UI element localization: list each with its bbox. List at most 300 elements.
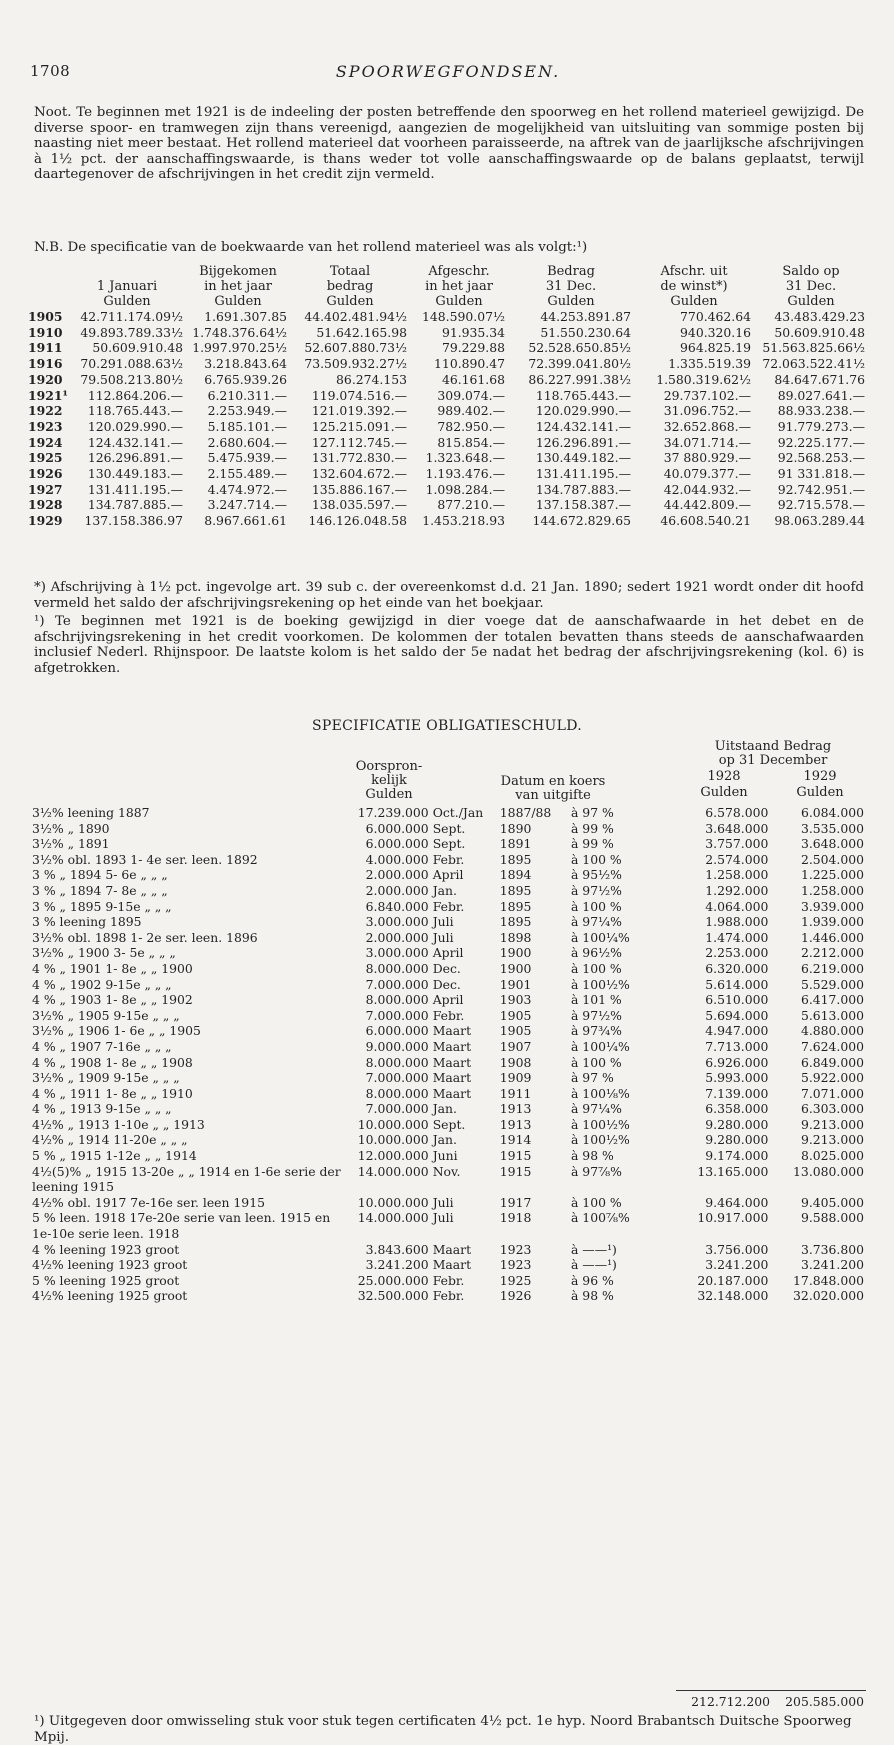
- outstanding-1928: 32.148.000: [697, 1288, 769, 1304]
- original-amount: 12.000.000: [357, 1148, 429, 1164]
- issue-month: Sept.: [432, 836, 466, 852]
- issue-price: à 100 %: [570, 898, 622, 914]
- table-cell: 34.071.714.—: [663, 434, 751, 450]
- issue-year: 1915: [499, 1163, 532, 1179]
- issue-month: Dec.: [432, 960, 461, 976]
- table-cell: 6.210.311.—: [207, 387, 287, 403]
- row-year: 1905: [28, 309, 63, 324]
- list-item: [32, 1023, 868, 1039]
- footnote-bottom: ¹) Uitgegeven door omwisseling stuk voor stuk tegen certificaten 4½ pct. 1e hyp. Noord Brabantsch Duitsche Spoorweg Mpij.: [34, 1714, 852, 1745]
- outstanding-1928: 4.064.000: [705, 898, 769, 914]
- table-row: [28, 309, 868, 325]
- table-cell: 98.063.289.44: [774, 513, 865, 529]
- list-item: [32, 836, 868, 852]
- outstanding-1929: 7.624.000: [800, 1038, 864, 1054]
- loan-description: 3½% „ 1909 9-15e „ „ „: [32, 1070, 180, 1086]
- issue-year: 1923: [499, 1241, 532, 1257]
- table-cell: 1.098.284.—: [425, 481, 505, 497]
- table-cell: 137.158.386.97: [84, 513, 183, 529]
- outstanding-1928: 6.926.000: [705, 1054, 769, 1070]
- running-title: SPOORWEGFONDSEN.: [335, 62, 561, 81]
- loan-description: 4½% leening 1923 groot: [32, 1257, 188, 1273]
- original-amount: 3.000.000: [365, 945, 429, 961]
- outstanding-1928: 20.187.000: [697, 1272, 769, 1288]
- list-item: [32, 805, 868, 821]
- total-rule: [676, 1690, 866, 1691]
- col-head-1928: 1928: [707, 769, 741, 784]
- issue-month: Maart: [432, 1257, 472, 1273]
- issue-year: 1894: [499, 867, 532, 883]
- outstanding-1929: 3.736.800: [800, 1241, 864, 1257]
- table-cell: 3.218.843.64: [204, 356, 287, 372]
- loan-description: 3½% leening 1887: [32, 805, 150, 820]
- row-year: 1922: [28, 403, 63, 419]
- issue-month: Maart: [432, 1241, 472, 1257]
- table1-header-cell: Gulden: [214, 294, 262, 309]
- col-head-date: Datum en koers van uitgifte: [500, 774, 606, 803]
- issue-price: à 100 %: [570, 1054, 622, 1070]
- table1-header-cell: in het jaar: [425, 279, 493, 294]
- issue-price: à 95½%: [570, 867, 622, 883]
- table-cell: 148.590.07½: [422, 309, 505, 324]
- outstanding-1928: 9.174.000: [705, 1148, 769, 1164]
- table1-header-cell: Gulden: [103, 294, 151, 309]
- table1-header-cell: [68, 264, 186, 279]
- loan-description: 4½% „ 1914 11-20e „ „ „: [32, 1132, 188, 1148]
- issue-month: Sept.: [432, 1116, 466, 1132]
- table-row: [28, 356, 868, 372]
- table-cell: 79.508.213.80½: [80, 371, 183, 387]
- issue-month: Febr.: [432, 1288, 465, 1304]
- original-amount: 3.241.200: [365, 1257, 429, 1273]
- list-item: [32, 1195, 868, 1211]
- table-cell: 120.029.990.—: [535, 403, 631, 419]
- footnote-1: ¹) Te beginnen met 1921 is de boeking gewijzigd in dier voege dat de aanschafwaarde in het debet en de afschrijvingsrekening in het credit voorkomen. De kolommen der totalen bevatten thans steeds de aanschafwaarden inclusief Nederl. Rhijnspoor. De laatste kolom is het saldo der 5e nadat het bedrag der afschrijvingsrekening (kol. 6) is afgetrokken.: [34, 614, 864, 676]
- table1-header-cell: [28, 279, 68, 294]
- issue-price: à 97 %: [570, 805, 614, 820]
- col-head-original: Oorspron- kelijk Gulden: [355, 759, 423, 802]
- table-cell: 2.253.949.—: [207, 403, 287, 419]
- loan-description: 4 % „ 1911 1- 8e „ „ 1910: [32, 1085, 193, 1101]
- table-cell: 4.474.972.—: [207, 481, 287, 497]
- table-cell: 126.296.891.—: [87, 450, 183, 466]
- original-amount: 32.500.000: [357, 1288, 429, 1304]
- loan-description: 4½% „ 1913 1-10e „ „ 1913: [32, 1116, 205, 1132]
- table1-header-cell: [28, 264, 68, 279]
- table-cell: 92.225.177.—: [777, 434, 865, 450]
- table-cell: 137.158.387.—: [535, 497, 631, 513]
- issue-month: Juli: [432, 1210, 454, 1226]
- outstanding-1929: 2.504.000: [800, 851, 864, 867]
- issue-month: Jan.: [432, 882, 457, 898]
- note-paragraph: Noot. Te beginnen met 1921 is de indeeling der posten betreffende den spoorweg en het rollend materieel gewijzigd. De diverse spoor- en tramwegen zijn thans vereenigd, aangezien de mogelijkheid van uitsluiting van sommige posten bij naasting niet meer bestaat. Het rollend materieel dat voorheen paraisseerde, na aftrek van de jaarlijksche afschrijvingen à 1½ pct. der aanschaffingswaarde, is thans weder tot volle aanschaffingswaarde op de balans geplaatst, terwijl daartegenover de afschrijvingen in het credit zijn vermeld.: [34, 105, 864, 182]
- outstanding-1929: 6.303.000: [800, 1101, 864, 1117]
- issue-price: à 100 %: [570, 1194, 622, 1210]
- issue-month: Maart: [432, 1070, 472, 1086]
- outstanding-1929: 1.939.000: [800, 914, 864, 930]
- outstanding-1929: 6.219.000: [800, 960, 864, 976]
- outstanding-1929: 3.241.200: [800, 1257, 864, 1273]
- original-amount: 8.000.000: [365, 1085, 429, 1101]
- table-row: [28, 372, 868, 388]
- original-amount: 8.000.000: [365, 1054, 429, 1070]
- outstanding-1928: 7.139.000: [705, 1085, 769, 1101]
- table-cell: 86.274.153: [336, 371, 407, 387]
- issue-month: Juli: [432, 929, 454, 945]
- outstanding-1929: 3.648.000: [800, 836, 864, 852]
- original-amount: 2.000.000: [365, 929, 429, 945]
- issue-month: Sept.: [432, 820, 466, 836]
- table-cell: 3.247.714.—: [207, 497, 287, 513]
- loan-description: 4 % „ 1907 7-16e „ „ „: [32, 1038, 172, 1054]
- rolling-stock-table: [28, 264, 868, 529]
- table1-header-row: [28, 294, 868, 309]
- issue-year: 1911: [499, 1085, 532, 1101]
- outstanding-1928: 2.574.000: [705, 851, 769, 867]
- table-cell: 72.399.041.80½: [528, 356, 631, 372]
- issue-year: 1898: [499, 929, 532, 945]
- original-amount: 10.000.000: [357, 1132, 429, 1148]
- list-item: [32, 883, 868, 899]
- table-cell: 50.609.910.48: [774, 324, 865, 340]
- table-cell: 964.825.19: [680, 340, 751, 356]
- list-item: [32, 1086, 868, 1102]
- table-cell: 134.787.885.—: [87, 497, 183, 513]
- original-amount: 7.000.000: [365, 976, 429, 992]
- table-cell: 52.528.650.85½: [528, 340, 631, 356]
- table-cell: 50.609.910.48: [92, 340, 183, 356]
- outstanding-1929: 1.258.000: [800, 882, 864, 898]
- issue-month: Maart: [432, 1085, 472, 1101]
- table-cell: 1.323.648.—: [425, 450, 505, 466]
- outstanding-1928: 5.993.000: [705, 1070, 769, 1086]
- outstanding-1928: 3.241.200: [705, 1257, 769, 1273]
- list-item: [32, 1117, 868, 1133]
- table-cell: 89.027.641.—: [777, 387, 865, 403]
- row-year: 1926: [28, 466, 63, 482]
- outstanding-1928: 3.756.000: [705, 1241, 769, 1257]
- table-cell: 131.772.830.—: [311, 450, 407, 466]
- original-amount: 7.000.000: [365, 1101, 429, 1117]
- loan-description: 5 % leening 1925 groot: [32, 1272, 180, 1288]
- table-row: [28, 325, 868, 341]
- issue-price: à 100½%: [570, 1116, 630, 1132]
- original-amount: 2.000.000: [365, 867, 429, 883]
- col-head-1929: 1929: [803, 769, 837, 784]
- table-cell: 126.296.891.—: [535, 434, 631, 450]
- outstanding-1929: 5.922.000: [800, 1070, 864, 1086]
- loan-description: 3 % „ 1894 7- 8e „ „ „: [32, 882, 168, 898]
- original-amount: 7.000.000: [365, 1070, 429, 1086]
- list-item: [32, 1008, 868, 1024]
- issue-price: à ——¹): [570, 1257, 617, 1273]
- list-item: [32, 1148, 868, 1164]
- list-item: [32, 1273, 868, 1289]
- table-cell: 5.185.101.—: [207, 418, 287, 434]
- table-row: [28, 419, 868, 435]
- original-amount: 9.000.000: [365, 1038, 429, 1054]
- issue-price: à ——¹): [570, 1241, 617, 1257]
- table1-header-cell: Afgeschr.: [428, 264, 490, 279]
- table-cell: 132.604.672.—: [311, 466, 407, 482]
- list-item: [32, 930, 868, 946]
- list-item: [32, 1210, 868, 1241]
- issue-price: à 98 %: [570, 1148, 614, 1164]
- outstanding-1928: 1.258.000: [705, 867, 769, 883]
- issue-month: Febr.: [432, 851, 465, 867]
- issue-year: 1918: [499, 1210, 532, 1226]
- table-cell: 124.432.141.—: [87, 434, 183, 450]
- outstanding-1928: 1.474.000: [705, 929, 769, 945]
- table1-header-cell: Saldo op: [782, 264, 840, 279]
- issue-year: 1925: [499, 1272, 532, 1288]
- issue-price: à 97¼%: [570, 914, 622, 930]
- table-cell: 51.642.165.98: [316, 324, 407, 340]
- list-item: [32, 899, 868, 915]
- table-cell: 37 880.929.—: [663, 450, 751, 466]
- outstanding-1928: 3.757.000: [705, 836, 769, 852]
- loan-description: 4½(5)% „ 1915 13-20e „ „ 1914 en 1-6e serie der leening 1915: [32, 1163, 341, 1195]
- issue-price: à 99 %: [570, 820, 614, 836]
- list-item: [32, 1101, 868, 1117]
- outstanding-1929: 6.417.000: [800, 992, 864, 1008]
- issue-month: Febr.: [432, 1007, 465, 1023]
- table-cell: 92.715.578.—: [777, 497, 865, 513]
- issue-year: 1890: [499, 820, 532, 836]
- total-1928: 212.712.200: [691, 1694, 770, 1709]
- original-amount: 8.000.000: [365, 992, 429, 1008]
- table-cell: 2.680.604.—: [207, 434, 287, 450]
- issue-price: à 96 %: [570, 1272, 614, 1288]
- row-year: 1923: [28, 418, 63, 434]
- loan-description: 4 % „ 1908 1- 8e „ „ 1908: [32, 1054, 193, 1070]
- issue-year: 1908: [499, 1054, 532, 1070]
- outstanding-1928: 2.253.000: [705, 945, 769, 961]
- issue-year: 1905: [499, 1023, 532, 1039]
- row-year: 1927: [28, 481, 63, 497]
- outstanding-1929: 4.880.000: [800, 1023, 864, 1039]
- table-cell: 43.483.429.23: [774, 309, 865, 324]
- issue-year: 1900: [499, 960, 532, 976]
- issue-year: 1926: [499, 1288, 532, 1304]
- table-row: [28, 388, 868, 404]
- issue-month: Dec.: [432, 976, 461, 992]
- issue-price: à 100⅛%: [570, 1085, 630, 1101]
- loan-description: 3½% obl. 1898 1- 2e ser. leen. 1896: [32, 929, 258, 945]
- loan-description: 5 % „ 1915 1-12e „ „ 1914: [32, 1148, 197, 1164]
- issue-year: 1891: [499, 836, 532, 852]
- row-year: 1916: [28, 356, 63, 372]
- table-row: [28, 466, 868, 482]
- table1-header-cell: Gulden: [787, 294, 835, 309]
- loan-description: 3 % „ 1894 5- 6e „ „ „: [32, 867, 168, 883]
- issue-month: Nov.: [432, 1163, 461, 1179]
- table-cell: 31.096.752.—: [663, 403, 751, 419]
- outstanding-1928: 4.947.000: [705, 1023, 769, 1039]
- col-head-outstanding: Uitstaand Bedrag op 31 December: [714, 739, 832, 768]
- table-cell: 91.935.34: [441, 324, 505, 340]
- issue-price: à 97 %: [570, 1070, 614, 1086]
- table-cell: 92.568.253.—: [777, 450, 865, 466]
- outstanding-1929: 5.529.000: [800, 976, 864, 992]
- original-amount: 6.840.000: [365, 898, 429, 914]
- table1-header-cell: Gulden: [435, 294, 483, 309]
- loan-description: 3½% „ 1900 3- 5e „ „ „: [32, 945, 176, 961]
- bond-debt-table: [32, 805, 868, 1304]
- list-item: [32, 852, 868, 868]
- row-year: 1911: [28, 340, 63, 356]
- row-year: 1921¹: [28, 387, 68, 403]
- table-cell: 1.580.319.62½: [656, 371, 751, 387]
- issue-month: April: [432, 992, 464, 1008]
- table1-header-cell: Afschr. uit: [660, 264, 728, 279]
- table-row: [28, 450, 868, 466]
- table-cell: 131.411.195.—: [535, 466, 631, 482]
- original-amount: 6.000.000: [365, 820, 429, 836]
- table-row: [28, 435, 868, 451]
- issue-month: Oct./Jan: [432, 805, 484, 820]
- issue-year: 1915: [499, 1148, 532, 1164]
- table-cell: 32.652.868.—: [663, 418, 751, 434]
- table-cell: 309.074.—: [437, 387, 505, 403]
- table-cell: 119.074.516.—: [311, 387, 407, 403]
- issue-year: 1887/88: [499, 805, 552, 820]
- row-year: 1920: [28, 371, 63, 387]
- row-year: 1925: [28, 450, 63, 466]
- issue-price: à 99 %: [570, 836, 614, 852]
- table-cell: 42.044.932.—: [663, 481, 751, 497]
- issue-price: à 97½%: [570, 882, 622, 898]
- issue-month: Juni: [432, 1148, 458, 1164]
- table1-header-cell: Bedrag: [547, 264, 595, 279]
- issue-price: à 97⅞%: [570, 1163, 622, 1179]
- table-cell: 118.765.443.—: [87, 403, 183, 419]
- issue-year: 1913: [499, 1116, 532, 1132]
- issue-price: à 100½%: [570, 1132, 630, 1148]
- table-cell: 782.950.—: [437, 418, 505, 434]
- original-amount: 2.000.000: [365, 882, 429, 898]
- outstanding-1929: 9.588.000: [800, 1210, 864, 1226]
- table1-header-cell: [28, 294, 68, 309]
- table-cell: 72.063.522.41½: [762, 356, 865, 372]
- issue-year: 1901: [499, 976, 532, 992]
- table-cell: 86.227.991.38½: [528, 371, 631, 387]
- table-cell: 1.193.476.—: [425, 466, 505, 482]
- table-cell: 73.509.932.27½: [304, 356, 407, 372]
- col-head-gulden-1928: Gulden: [700, 785, 748, 800]
- table-cell: 989.402.—: [437, 403, 505, 419]
- outstanding-1929: 9.405.000: [800, 1194, 864, 1210]
- original-amount: 14.000.000: [357, 1210, 429, 1226]
- original-amount: 10.000.000: [357, 1116, 429, 1132]
- list-item: [32, 961, 868, 977]
- list-item: [32, 1039, 868, 1055]
- table-cell: 51.550.230.64: [540, 324, 631, 340]
- outstanding-1929: 1.446.000: [800, 929, 864, 945]
- table-cell: 130.449.183.—: [87, 466, 183, 482]
- loan-description: 3½% „ 1905 9-15e „ „ „: [32, 1007, 180, 1023]
- table-cell: 1.997.970.25½: [192, 340, 287, 356]
- table-cell: 44.442.809.—: [663, 497, 751, 513]
- outstanding-1929: 8.025.000: [800, 1148, 864, 1164]
- original-amount: 6.000.000: [365, 1023, 429, 1039]
- list-item: [32, 1288, 868, 1304]
- loan-description: 3½% „ 1906 1- 6e „ „ 1905: [32, 1023, 201, 1039]
- outstanding-1929: 17.848.000: [793, 1272, 864, 1288]
- issue-year: 1895: [499, 898, 532, 914]
- table-cell: 135.886.167.—: [311, 481, 407, 497]
- table1-header-row: [28, 264, 868, 279]
- total-1929: 205.585.000: [785, 1694, 864, 1709]
- issue-month: Maart: [432, 1054, 472, 1070]
- issue-year: 1895: [499, 851, 532, 867]
- table-cell: 44.402.481.94½: [304, 309, 407, 324]
- outstanding-1929: 32.020.000: [793, 1288, 864, 1304]
- issue-price: à 98 %: [570, 1288, 614, 1304]
- original-amount: 14.000.000: [357, 1163, 429, 1179]
- list-item: [32, 977, 868, 993]
- outstanding-1929: 3.939.000: [800, 898, 864, 914]
- list-item: [32, 1164, 868, 1195]
- outstanding-1929: 7.071.000: [800, 1085, 864, 1101]
- issue-year: 1905: [499, 1007, 532, 1023]
- issue-year: 1914: [499, 1132, 532, 1148]
- table-cell: 70.291.088.63½: [80, 356, 183, 372]
- page-number: 1708: [30, 62, 71, 80]
- table-cell: 8.967.661.61: [204, 513, 287, 529]
- issue-price: à 97½%: [570, 1007, 622, 1023]
- table-row: [28, 482, 868, 498]
- issue-price: à 101 %: [570, 992, 622, 1008]
- page-header: [30, 62, 866, 86]
- outstanding-1928: 1.292.000: [705, 882, 769, 898]
- table-cell: 44.253.891.87: [540, 309, 631, 324]
- outstanding-1928: 5.694.000: [705, 1007, 769, 1023]
- outstanding-1928: 6.320.000: [705, 960, 769, 976]
- issue-year: 1913: [499, 1101, 532, 1117]
- table-cell: 770.462.64: [680, 309, 751, 324]
- list-item: [32, 945, 868, 961]
- table-cell: 49.893.789.33½: [80, 324, 183, 340]
- table1-header-cell: Gulden: [326, 294, 374, 309]
- table-cell: 40.079.377.—: [663, 466, 751, 482]
- table1-header-cell: Gulden: [547, 294, 595, 309]
- issue-year: 1923: [499, 1257, 532, 1273]
- table1-header-cell: de winst*): [660, 279, 728, 294]
- table-cell: 940.320.16: [680, 324, 751, 340]
- issue-price: à 100¼%: [570, 929, 630, 945]
- table1-header-cell: bedrag: [326, 279, 374, 294]
- list-item: [32, 914, 868, 930]
- table-cell: 1.453.218.93: [422, 513, 505, 529]
- list-item: [32, 992, 868, 1008]
- list-item: [32, 821, 868, 837]
- issue-month: Febr.: [432, 1272, 465, 1288]
- issue-price: à 100¼%: [570, 1038, 630, 1054]
- issue-year: 1909: [499, 1070, 532, 1086]
- row-year: 1910: [28, 324, 63, 340]
- original-amount: 17.239.000: [357, 805, 429, 820]
- table-row: [28, 403, 868, 419]
- table-cell: 112.864.206.—: [87, 387, 183, 403]
- outstanding-1928: 1.988.000: [705, 914, 769, 930]
- table1-header-cell: 31 Dec.: [545, 279, 597, 294]
- issue-price: à 100 %: [570, 960, 622, 976]
- table-cell: 110.890.47: [434, 356, 505, 372]
- table-cell: 88.933.238.—: [777, 403, 865, 419]
- list-item: [32, 1242, 868, 1258]
- loan-description: 4 % „ 1901 1- 8e „ „ 1900: [32, 960, 193, 976]
